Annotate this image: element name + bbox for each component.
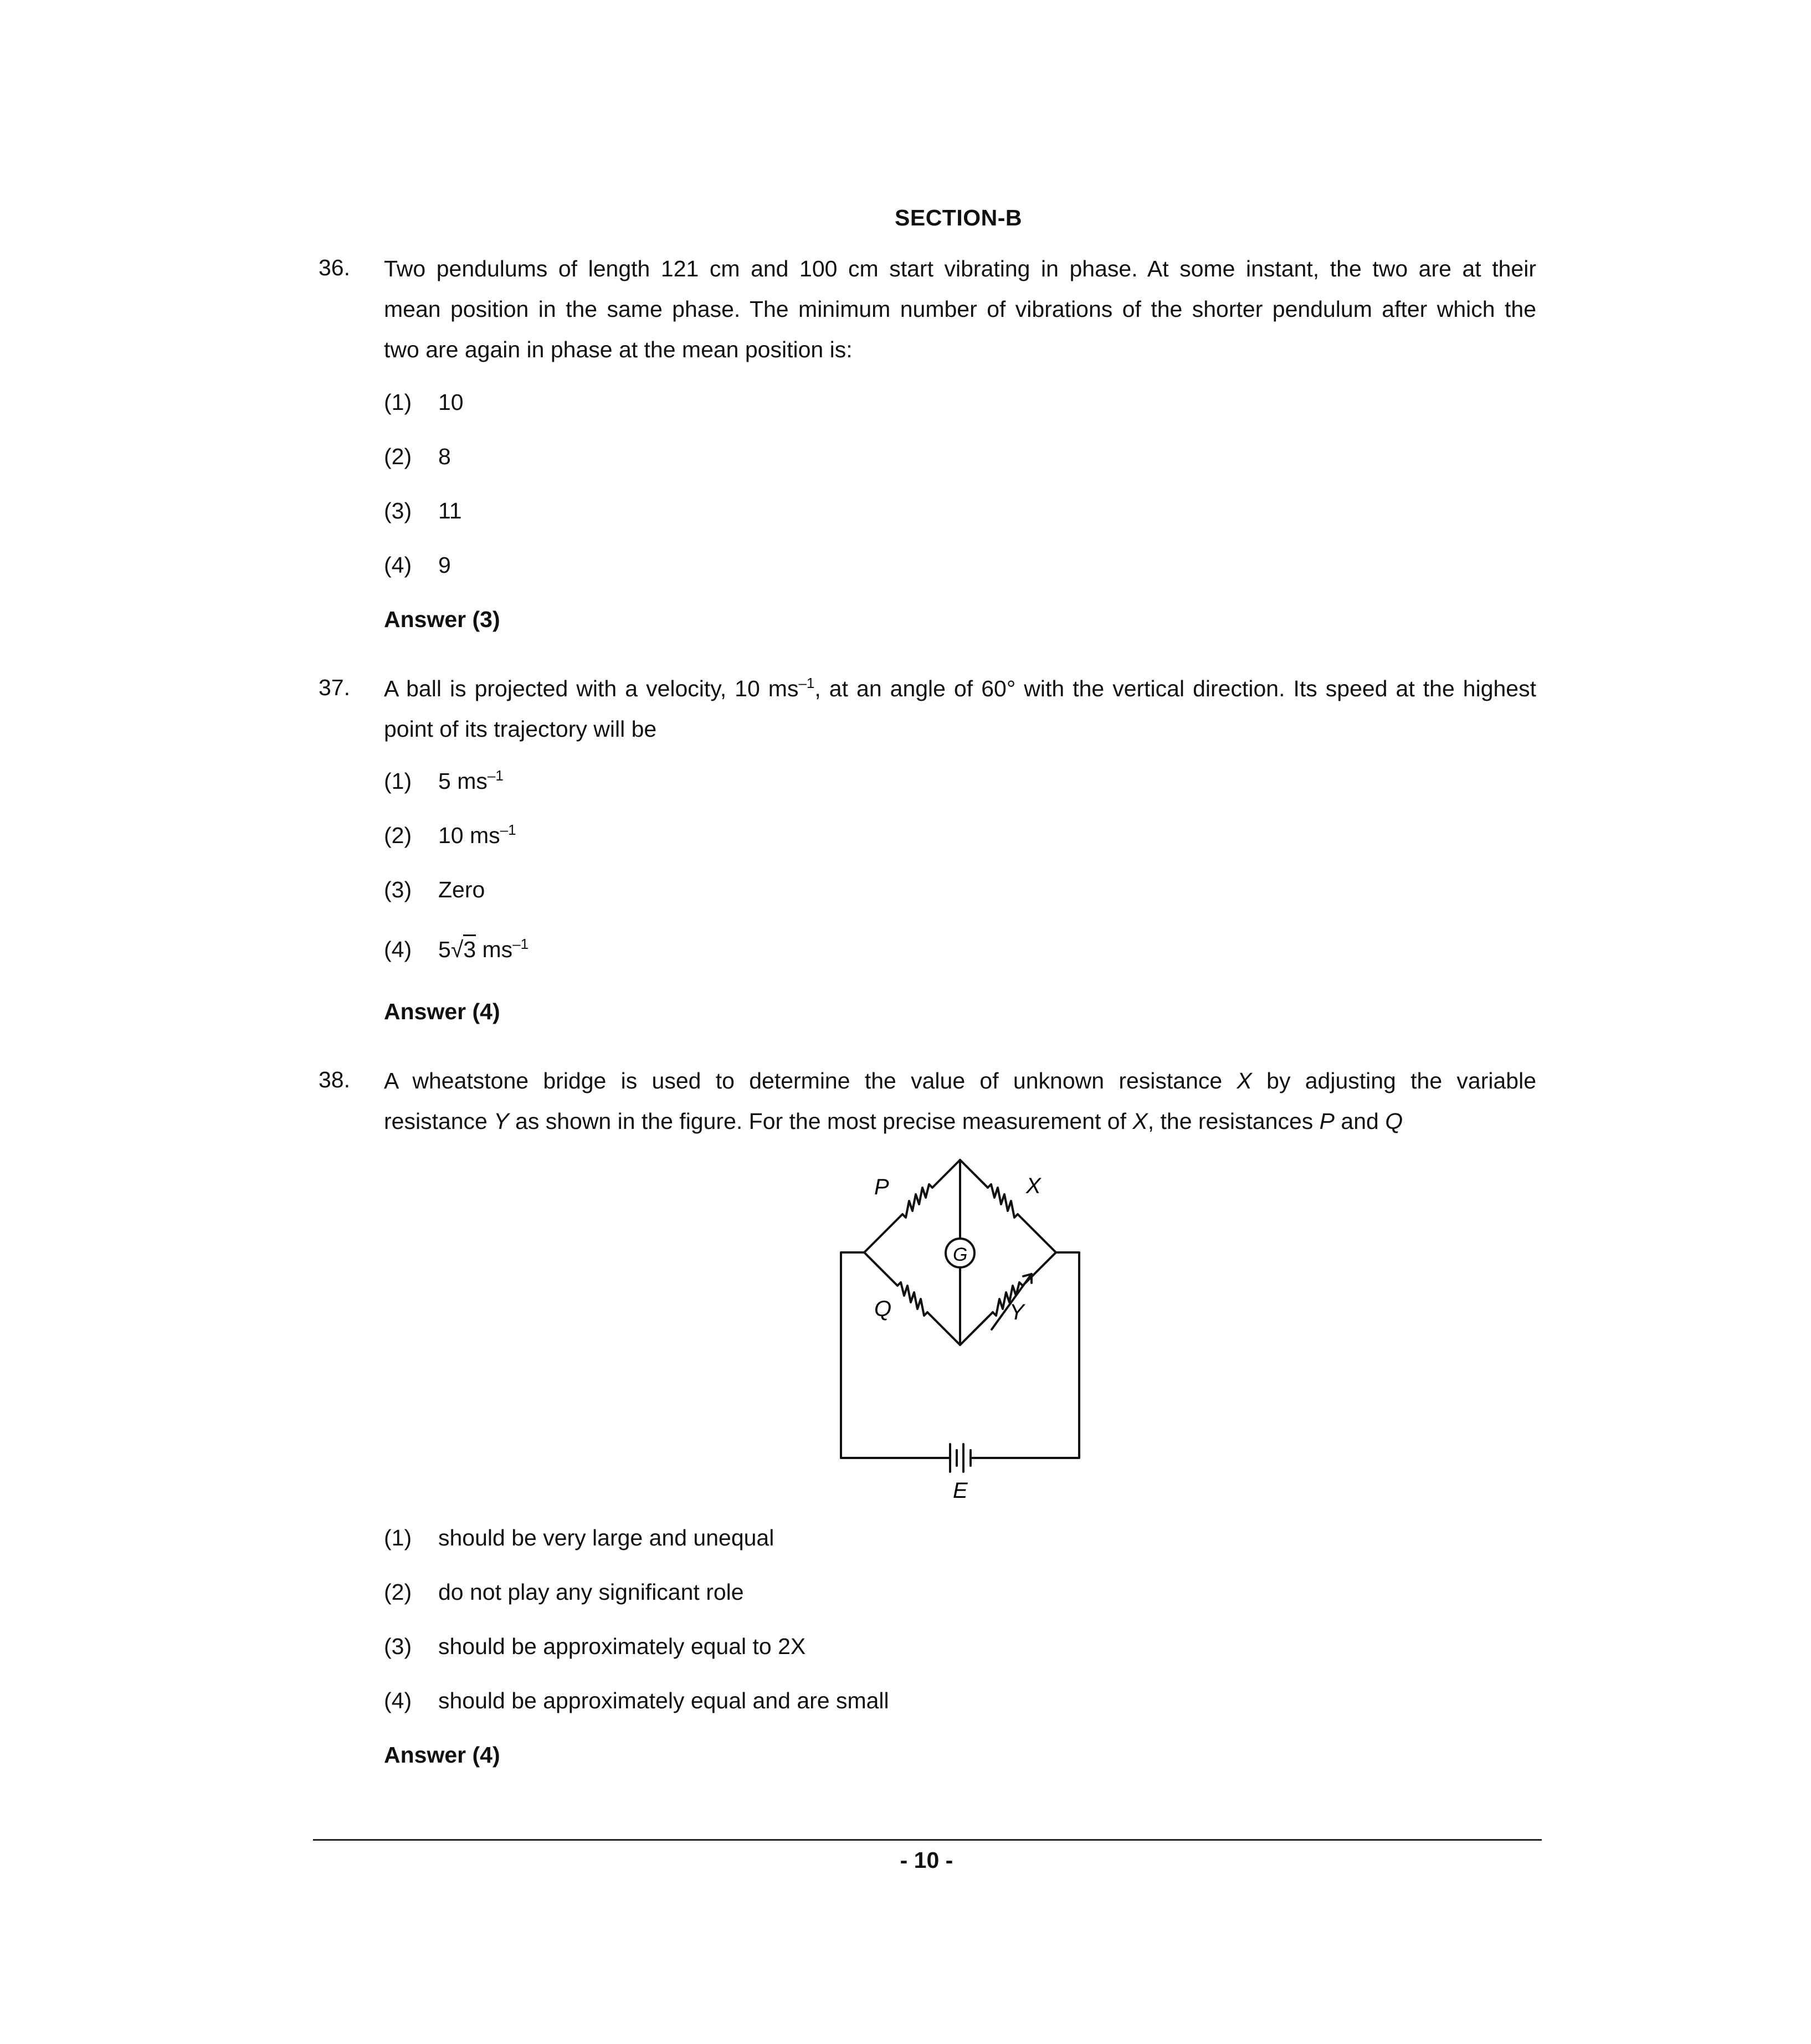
option-36-1[interactable] — [384, 389, 464, 415]
question-36-line-2: mean position in the same phase. The minimum number of vibrations of the shorter pendulum after which the — [384, 296, 1536, 322]
q38-text-c: resistance — [384, 1108, 494, 1134]
question-36-line-1: Two pendulums of length 121 cm and 100 cm start vibrating in phase. At some instant, the two are at their — [384, 256, 1536, 281]
wire-x-to-right — [1018, 1214, 1056, 1252]
option-text-unit: ms — [476, 937, 513, 962]
label-p: P — [874, 1175, 889, 1199]
question-text-36 — [384, 249, 1536, 370]
option-text: 10 — [438, 389, 464, 415]
option-36-2[interactable] — [384, 444, 451, 470]
label-g: G — [953, 1244, 968, 1265]
q38-var-p: P — [1319, 1108, 1335, 1134]
label-q: Q — [874, 1297, 892, 1321]
option-number: (4) — [384, 937, 412, 962]
option-text: do not play any significant role — [438, 1579, 744, 1605]
label-x: X — [1026, 1174, 1041, 1198]
option-text: 9 — [438, 552, 451, 578]
option-38-2[interactable] — [384, 1579, 744, 1605]
option-36-4[interactable] — [384, 552, 451, 578]
option-number: (1) — [384, 768, 412, 794]
option-superscript: –1 — [512, 936, 529, 952]
option-superscript: –1 — [500, 821, 516, 838]
answer-36: Answer (3) — [384, 607, 500, 632]
option-37-1[interactable] — [384, 768, 504, 794]
q38-var-x: X — [1237, 1068, 1252, 1093]
option-number: (3) — [384, 498, 412, 523]
resistor-x — [988, 1184, 1018, 1218]
question-37-line-1 — [384, 669, 1536, 709]
wire-top-to-p — [932, 1160, 960, 1188]
option-text: should be approximately equal to 2X — [438, 1634, 806, 1659]
resistor-q — [897, 1282, 927, 1316]
option-text: 10 ms — [438, 823, 500, 848]
q37-superscript: –1 — [798, 675, 815, 691]
option-38-1[interactable] — [384, 1525, 774, 1551]
label-y: Y — [1009, 1300, 1024, 1324]
answer-38: Answer (4) — [384, 1742, 500, 1768]
option-text: should be approximately equal and are small — [438, 1688, 889, 1713]
label-e: E — [953, 1478, 968, 1503]
option-number: (2) — [384, 444, 412, 469]
option-text: should be very large and unequal — [438, 1525, 774, 1550]
question-37-line-2: point of its trajectory will be — [384, 716, 657, 742]
q38-text-b: by adjusting the variable — [1251, 1068, 1537, 1093]
q37-text-b: , at an angle of 60° with the vertical direction. Its speed at the highest — [814, 676, 1537, 701]
option-number: (4) — [384, 552, 412, 578]
option-number: (2) — [384, 1579, 412, 1605]
question-number-38: 38. — [319, 1067, 350, 1092]
q38-var-q: Q — [1385, 1108, 1403, 1134]
option-superscript: –1 — [487, 767, 504, 784]
sqrt-radicand: 3 — [463, 934, 476, 962]
q38-text-f: and — [1335, 1108, 1386, 1134]
option-text: 11 — [438, 498, 462, 523]
q37-text-a: A ball is projected with a velocity, 10 ms — [384, 676, 799, 701]
option-38-4[interactable] — [384, 1688, 889, 1714]
wheatstone-bridge-diagram — [825, 1152, 1097, 1507]
q38-var-x2: X — [1132, 1108, 1148, 1134]
wire-p-to-left — [864, 1214, 902, 1252]
option-38-3[interactable] — [384, 1634, 806, 1660]
option-37-3[interactable] — [384, 877, 485, 903]
question-text-38 — [384, 1061, 1536, 1142]
page-number: - 10 - — [900, 1847, 953, 1873]
option-text: Zero — [438, 877, 485, 902]
wire-q-to-bottom — [927, 1312, 960, 1345]
sqrt-sign: √ — [450, 937, 464, 962]
option-number: (1) — [384, 389, 412, 415]
option-number: (2) — [384, 823, 412, 848]
option-36-3[interactable] — [384, 498, 462, 524]
question-number-36: 36. — [319, 255, 350, 280]
wire-y-to-bottom — [960, 1312, 993, 1345]
option-text: 5 ms — [438, 768, 488, 794]
option-37-2[interactable] — [384, 823, 516, 849]
q38-text-e: , the resistances — [1147, 1108, 1320, 1134]
question-number-37: 37. — [319, 675, 350, 700]
q38-text-a: A wheatstone bridge is used to determine the value of unknown resistance — [384, 1068, 1237, 1093]
option-text: 8 — [438, 444, 451, 469]
question-38-line-1 — [384, 1061, 1536, 1101]
option-37-4[interactable] — [384, 937, 529, 963]
section-title: SECTION-B — [895, 205, 1022, 230]
wire-top-to-x — [960, 1160, 988, 1188]
option-text-coefficient: 5 — [438, 937, 451, 962]
wire-left-to-q — [864, 1252, 897, 1286]
question-text-37 — [384, 669, 1536, 749]
footer-rule — [313, 1839, 1542, 1841]
question-38-line-2 — [384, 1101, 1536, 1142]
option-number: (4) — [384, 1688, 412, 1713]
q38-var-y: Y — [494, 1108, 509, 1134]
option-number: (3) — [384, 877, 412, 902]
option-number: (1) — [384, 1525, 412, 1550]
question-36-line-3: two are again in phase at the mean position is: — [384, 337, 853, 362]
answer-37: Answer (4) — [384, 999, 500, 1024]
option-number: (3) — [384, 1634, 412, 1659]
resistor-p — [902, 1184, 932, 1218]
q38-text-d: as shown in the figure. For the most precise measurement of — [509, 1108, 1133, 1134]
